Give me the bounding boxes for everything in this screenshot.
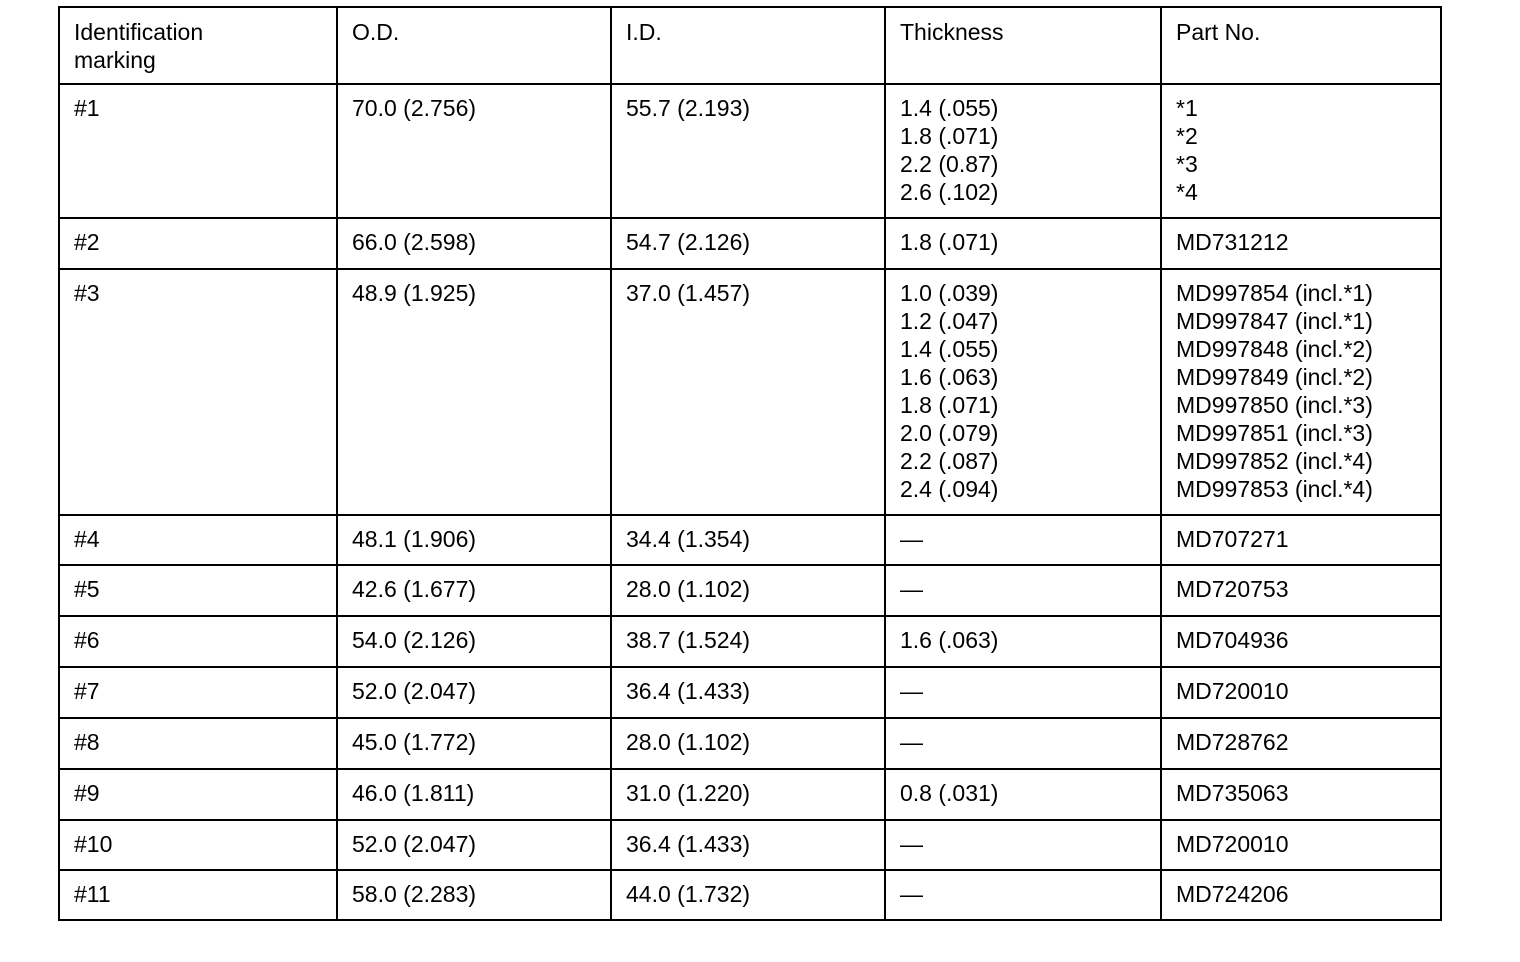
table-header-row <box>59 7 1441 84</box>
cell-identification: #1 <box>59 84 337 218</box>
cell-part-no: MD997854 (incl.*1) MD997847 (incl.*1) MD997848 (incl.*2) MD997849 (incl.*2) MD997850 (incl.*3) MD997851 (incl.*3) MD997852 (incl.*4) MD997853 (incl.*4) <box>1161 269 1441 515</box>
cell-id: 28.0 (1.102) <box>611 718 885 769</box>
cell-part-no: MD720753 <box>1161 565 1441 616</box>
cell-id: 55.7 (2.193) <box>611 84 885 218</box>
cell-identification: #2 <box>59 218 337 269</box>
cell-part-no: MD704936 <box>1161 616 1441 667</box>
cell-identification: #4 <box>59 515 337 565</box>
cell-od: 48.1 (1.906) <box>337 515 611 565</box>
cell-od: 52.0 (2.047) <box>337 667 611 718</box>
cell-thickness: — <box>885 565 1161 616</box>
table-row <box>59 667 1441 718</box>
cell-part-no: MD731212 <box>1161 218 1441 269</box>
cell-part-no: MD735063 <box>1161 769 1441 820</box>
cell-identification: #8 <box>59 718 337 769</box>
cell-thickness: 1.4 (.055) 1.8 (.071) 2.2 (0.87) 2.6 (.102) <box>885 84 1161 218</box>
spacer-spec-table <box>58 6 1442 921</box>
cell-id: 37.0 (1.457) <box>611 269 885 515</box>
cell-od: 42.6 (1.677) <box>337 565 611 616</box>
cell-identification: #3 <box>59 269 337 515</box>
cell-part-no: MD728762 <box>1161 718 1441 769</box>
table-row <box>59 769 1441 820</box>
table-row <box>59 820 1441 870</box>
cell-thickness: 1.6 (.063) <box>885 616 1161 667</box>
cell-id: 31.0 (1.220) <box>611 769 885 820</box>
cell-od: 54.0 (2.126) <box>337 616 611 667</box>
cell-id: 36.4 (1.433) <box>611 667 885 718</box>
cell-thickness: — <box>885 870 1161 920</box>
table-row <box>59 616 1441 667</box>
cell-od: 58.0 (2.283) <box>337 870 611 920</box>
cell-id: 28.0 (1.102) <box>611 565 885 616</box>
table-row <box>59 870 1441 920</box>
table-row <box>59 565 1441 616</box>
cell-identification: #9 <box>59 769 337 820</box>
cell-id: 44.0 (1.732) <box>611 870 885 920</box>
cell-thickness: — <box>885 718 1161 769</box>
cell-thickness: 1.8 (.071) <box>885 218 1161 269</box>
cell-od: 48.9 (1.925) <box>337 269 611 515</box>
header-od: O.D. <box>337 7 611 84</box>
cell-thickness: 0.8 (.031) <box>885 769 1161 820</box>
cell-part-no: MD707271 <box>1161 515 1441 565</box>
cell-part-no: MD720010 <box>1161 667 1441 718</box>
cell-thickness: 1.0 (.039) 1.2 (.047) 1.4 (.055) 1.6 (.063) 1.8 (.071) 2.0 (.079) 2.2 (.087) 2.4 (.094) <box>885 269 1161 515</box>
cell-id: 38.7 (1.524) <box>611 616 885 667</box>
cell-part-no: *1 *2 *3 *4 <box>1161 84 1441 218</box>
cell-od: 46.0 (1.811) <box>337 769 611 820</box>
cell-od: 66.0 (2.598) <box>337 218 611 269</box>
table-row <box>59 718 1441 769</box>
table-row <box>59 218 1441 269</box>
cell-thickness: — <box>885 820 1161 870</box>
header-thickness: Thickness <box>885 7 1161 84</box>
cell-identification: #6 <box>59 616 337 667</box>
table-row <box>59 269 1441 515</box>
cell-identification: #11 <box>59 870 337 920</box>
cell-part-no: MD724206 <box>1161 870 1441 920</box>
cell-thickness: — <box>885 515 1161 565</box>
cell-identification: #10 <box>59 820 337 870</box>
table-row <box>59 515 1441 565</box>
header-id: I.D. <box>611 7 885 84</box>
cell-od: 70.0 (2.756) <box>337 84 611 218</box>
header-identification-marking: Identification marking <box>59 7 337 84</box>
cell-od: 52.0 (2.047) <box>337 820 611 870</box>
cell-od: 45.0 (1.772) <box>337 718 611 769</box>
table-row <box>59 84 1441 218</box>
cell-identification: #7 <box>59 667 337 718</box>
cell-id: 34.4 (1.354) <box>611 515 885 565</box>
cell-thickness: — <box>885 667 1161 718</box>
cell-id: 36.4 (1.433) <box>611 820 885 870</box>
header-part-no: Part No. <box>1161 7 1441 84</box>
cell-part-no: MD720010 <box>1161 820 1441 870</box>
cell-identification: #5 <box>59 565 337 616</box>
cell-id: 54.7 (2.126) <box>611 218 885 269</box>
